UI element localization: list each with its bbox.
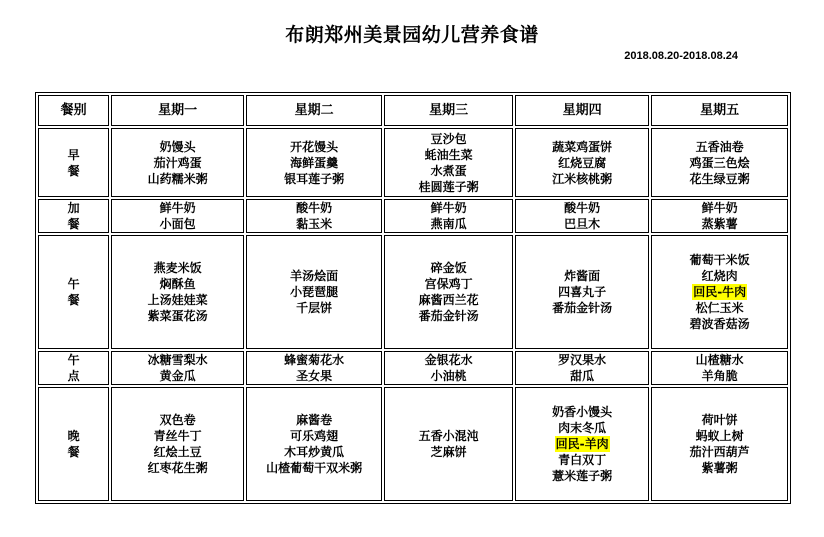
dish-item: 鲜牛奶 [430, 201, 467, 215]
day-header-thursday: 星期四 [515, 95, 650, 126]
dish-item: 羊汤烩面 [290, 269, 339, 283]
dish-item: 荷叶饼 [701, 413, 738, 427]
dish-item: 蜂蜜菊花水 [284, 353, 345, 367]
menu-cell-thursday [515, 351, 650, 385]
meal-label-char: 餐 [67, 163, 80, 178]
menu-cell-thursday [515, 199, 650, 233]
menu-cell-wednesday [384, 235, 512, 349]
menu-cell-friday [651, 351, 788, 385]
meal-label-char: 餐 [67, 293, 80, 307]
dish-item: 蚝油生菜 [424, 147, 473, 162]
dish-item: 茄汁鸡蛋 [153, 155, 202, 170]
dish-item: 花生绿豆粥 [689, 171, 750, 186]
dish-item: 奶香小馒头 [552, 405, 613, 419]
dish-item: 小琵琶腿 [290, 285, 339, 299]
dish-item: 甜瓜 [570, 369, 595, 383]
dish-item: 松仁玉米 [695, 301, 744, 315]
page-title: 布朗郑州美景园幼儿营养食谱 [285, 24, 539, 46]
dish-item: 银耳莲子粥 [284, 171, 345, 186]
menu-cell-tuesday [246, 387, 383, 501]
dish-item: 紫薯粥 [701, 461, 738, 475]
dish-item: 蒸紫薯 [701, 217, 738, 231]
dish-item: 双色卷 [159, 413, 196, 427]
meal-label [38, 387, 109, 501]
dish-item: 焖酥鱼 [159, 277, 196, 291]
menu-cell-tuesday [246, 128, 383, 197]
menu-cell-wednesday [384, 128, 512, 197]
lunch-row [38, 235, 788, 349]
dish-item: 碧波香菇汤 [689, 317, 750, 331]
meal-label-char: 餐 [67, 445, 80, 459]
meal-label [38, 351, 109, 385]
dish-item: 酸牛奶 [564, 201, 601, 215]
dish-item: 四喜丸子 [558, 285, 607, 299]
dish-item: 可乐鸡翅 [290, 429, 339, 443]
dish-item: 豆沙包 [430, 131, 467, 146]
dish-item: 奶馒头 [159, 139, 196, 154]
meal-label [38, 199, 109, 233]
menu-cell-thursday [515, 387, 650, 501]
dish-item: 巴旦木 [564, 217, 601, 231]
menu-cell-friday [651, 199, 788, 233]
dish-item: 茄汁西葫芦 [689, 445, 750, 459]
dish-item: 蔬菜鸡蛋饼 [552, 139, 613, 154]
dish-item: 小油桃 [430, 369, 467, 383]
dish-item: 黄金瓜 [159, 369, 196, 383]
meal-label-char: 餐 [67, 217, 80, 231]
breakfast-row [38, 128, 788, 197]
menu-cell-friday [651, 235, 788, 349]
dish-item: 山药糯米粥 [147, 171, 208, 186]
meal-label [38, 128, 109, 197]
corner-header: 餐别 [38, 95, 109, 126]
date-range: 2018.08.20-2018.08.24 [624, 50, 738, 62]
dish-item: 金银花水 [424, 353, 473, 367]
dish-item: 燕麦米饭 [153, 261, 202, 275]
dish-item: 麻酱卷 [296, 413, 333, 427]
menu-cell-thursday [515, 235, 650, 349]
menu-cell-monday [111, 387, 244, 501]
header-row [38, 95, 788, 126]
dish-item: 五香油卷 [695, 139, 744, 154]
dish-item: 鸡蛋三色烩 [689, 155, 750, 170]
dish-item: 上汤娃娃菜 [147, 293, 208, 307]
dish-item: 羊角脆 [701, 369, 738, 383]
highlighted-dish: 回民-羊肉 [555, 437, 609, 451]
menu-cell-tuesday [246, 351, 383, 385]
meal-label-char: 加 [67, 201, 80, 215]
dish-item: 麻酱西兰花 [418, 293, 479, 307]
meal-label-char: 点 [67, 369, 80, 383]
dish-item: 红烧肉 [701, 269, 738, 283]
dinner-row [38, 387, 788, 501]
dish-item: 青丝牛丁 [153, 429, 202, 443]
day-header-friday: 星期五 [651, 95, 788, 126]
menu-cell-wednesday [384, 387, 512, 501]
meal-label-char: 早 [67, 147, 80, 162]
dish-item: 木耳炒黄瓜 [284, 445, 345, 459]
dish-item: 红枣花生粥 [147, 461, 208, 475]
menu-cell-monday [111, 235, 244, 349]
menu-cell-wednesday [384, 351, 512, 385]
highlighted-dish: 回民-牛肉 [693, 285, 747, 299]
dish-item: 酸牛奶 [296, 201, 333, 215]
menu-cell-monday [111, 351, 244, 385]
dish-item: 桂圆莲子粥 [418, 179, 479, 194]
dish-item: 红烧豆腐 [558, 155, 607, 170]
menu-cell-friday [651, 128, 788, 197]
menu-cell-thursday [515, 128, 650, 197]
dish-item: 紫菜蛋花汤 [147, 309, 208, 323]
dish-item: 燕南瓜 [430, 217, 467, 231]
dish-item: 番茄金针汤 [552, 301, 613, 315]
dish-item: 冰糖雪梨水 [147, 353, 208, 367]
dish-item: 炸酱面 [564, 269, 601, 283]
meal-label-char: 晚 [67, 429, 80, 443]
dish-item: 芝麻饼 [430, 445, 467, 459]
dish-item: 黏玉米 [296, 217, 333, 231]
dish-item: 罗汉果水 [558, 353, 607, 367]
dish-item: 海鲜蛋羹 [290, 155, 339, 170]
dish-item: 番茄金针汤 [418, 309, 479, 323]
dish-item: 江米核桃粥 [552, 171, 613, 186]
dish-item: 鲜牛奶 [159, 201, 196, 215]
menu-cell-friday [651, 387, 788, 501]
dish-item: 薏米莲子粥 [552, 469, 613, 483]
meal-label-char: 午 [67, 277, 80, 291]
dish-item: 碎金饭 [430, 261, 467, 275]
dish-item: 鲜牛奶 [701, 201, 738, 215]
day-header-tuesday: 星期二 [246, 95, 383, 126]
dish-item: 千层饼 [296, 301, 333, 315]
day-header-wednesday: 星期三 [384, 95, 512, 126]
dish-item: 红烩土豆 [153, 445, 202, 459]
day-header-monday: 星期一 [111, 95, 244, 126]
menu-cell-tuesday [246, 235, 383, 349]
menu-body [38, 128, 788, 501]
dish-item: 宫保鸡丁 [424, 277, 473, 291]
dish-item: 水煮蛋 [430, 163, 467, 178]
dish-item: 青白双丁 [558, 453, 607, 467]
menu-cell-wednesday [384, 199, 512, 233]
dish-item: 圣女果 [296, 369, 333, 383]
menu-cell-tuesday [246, 199, 383, 233]
menu-cell-monday [111, 128, 244, 197]
dish-item: 肉末冬瓜 [558, 421, 607, 435]
dish-item: 山楂葡萄干双米粥 [266, 461, 363, 475]
meal-label-char: 午 [67, 353, 80, 367]
dish-item: 开花馒头 [290, 139, 339, 154]
dish-item: 小面包 [159, 217, 196, 231]
extra-meal-row [38, 199, 788, 233]
menu-cell-monday [111, 199, 244, 233]
meal-label [38, 235, 109, 349]
dish-item: 山楂糖水 [695, 353, 744, 367]
menu-table [35, 92, 791, 504]
dish-item: 葡萄干米饭 [689, 253, 750, 267]
afternoon-snack-row [38, 351, 788, 385]
dish-item: 蚂蚁上树 [695, 429, 744, 443]
dish-item: 五香小混沌 [418, 429, 479, 443]
